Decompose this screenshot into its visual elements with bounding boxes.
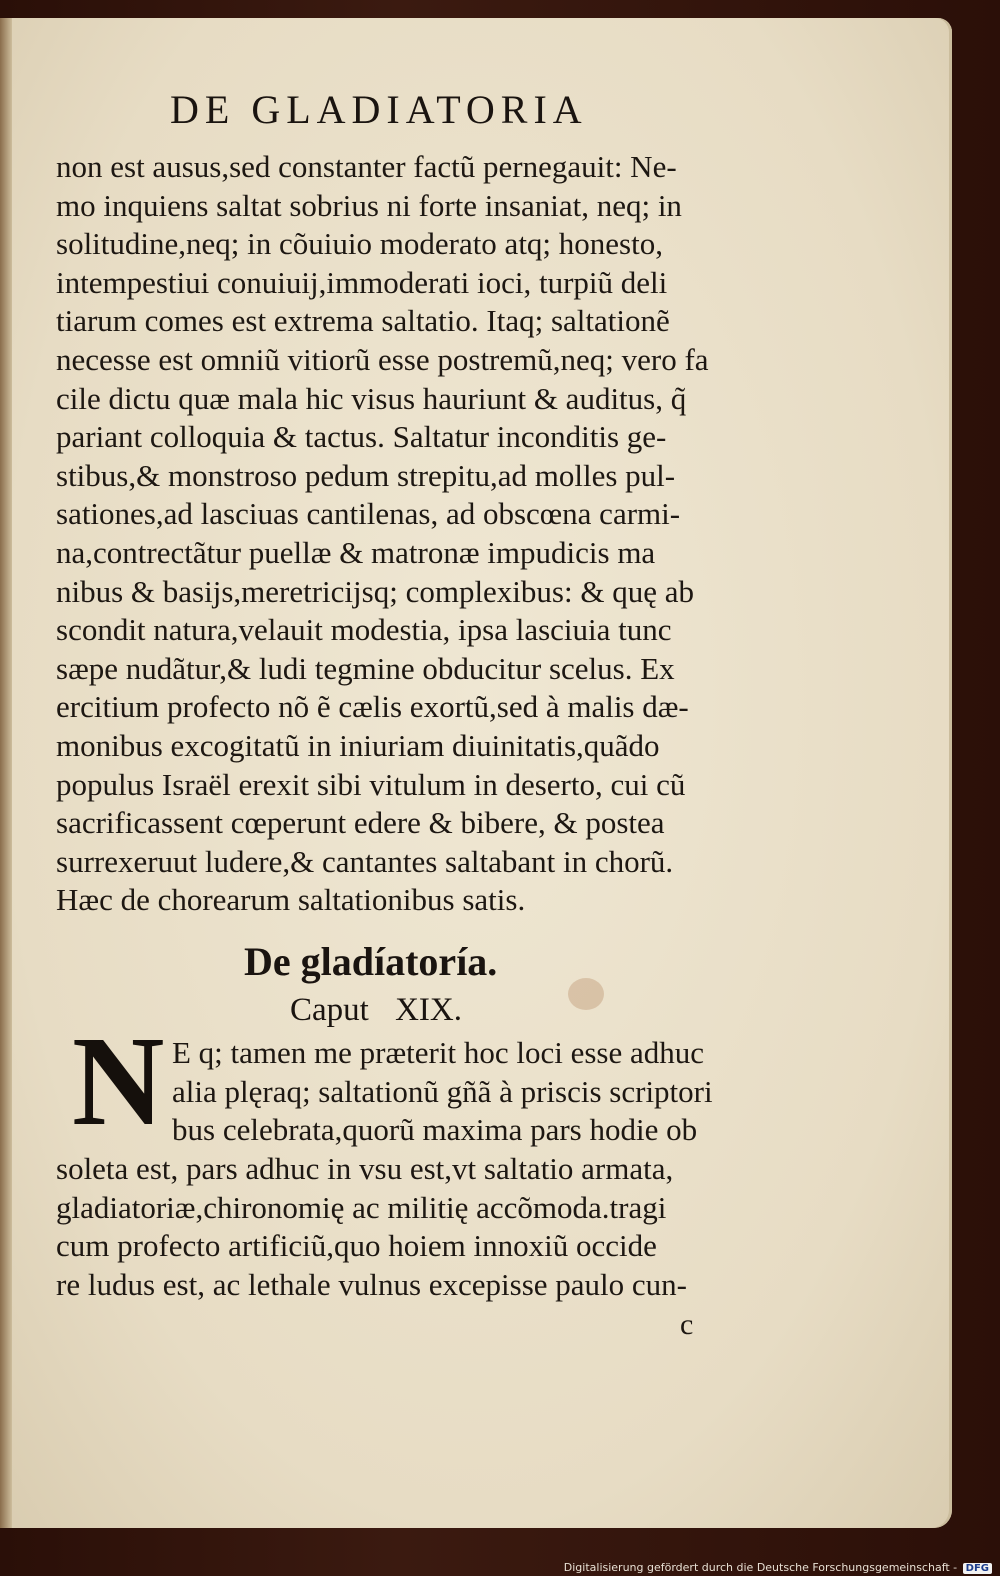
text-line: intempestiui conuiuij,immoderati ioci, turpiũ deli	[56, 264, 668, 300]
text-line: cum profecto artificiũ,quo hoiem innoxiũ occide	[56, 1228, 657, 1264]
text-line: tiarum comes est extrema saltatio. Itaq; saltationẽ	[56, 303, 670, 339]
text-line: sationes,ad lasciuas cantilenas, ad obscœna carmi-	[56, 496, 681, 532]
text-line: mo inquiens saltat sobrius ni forte insaniat, neq; in	[56, 187, 682, 223]
footer-text: Digitalisierung gefördert durch die Deutsche Forschungsgemeinschaft -	[563, 1561, 958, 1574]
text-line: solitudine,neq; in cõuiuio moderato atq; honesto,	[56, 226, 663, 262]
text-line: alia plęraq; saltationũ gñã à priscis scriptori	[172, 1073, 713, 1109]
text-line: soleta est, pars adhuc in vsu est,vt saltatio armata,	[56, 1151, 674, 1186]
text-line: cile dictu quæ mala hic visus hauriunt & auditus, q̃	[56, 380, 687, 416]
text-line: Hæc de chorearum saltationibus satis.	[56, 882, 526, 918]
page-edge	[0, 18, 12, 1528]
text-line: gladiatoriæ,chironomię ac militię accõmoda.tragi	[56, 1189, 667, 1225]
paper-stain	[568, 978, 604, 1010]
drop-cap-initial: N	[72, 1010, 165, 1152]
body-text-bottom	[56, 1150, 816, 1304]
text-line: E q; tamen me præterit hoc loci esse adhuc	[172, 1035, 704, 1070]
text-line: re ludus est, ac lethale vulnus excepisse paulo cun-	[56, 1266, 687, 1302]
text-line: non est ausus,sed constanter factũ pernegauit: Ne-	[56, 149, 677, 184]
text-line: scondit natura,velauit modestia, ipsa lasciuia tunc	[56, 612, 672, 648]
text-line: pariant colloquia & tactus. Saltatur inconditis ge-	[56, 419, 667, 455]
text-line: surrexeruut ludere,& cantantes saltabant in chorũ.	[56, 843, 674, 879]
text-line: nibus & basijs,meretricijsq; complexibus: & quę ab	[56, 573, 694, 609]
signature-mark: c	[680, 1308, 694, 1341]
digitization-footer	[564, 1561, 992, 1574]
text-line: necesse est omniũ vitiorũ esse postremũ,neq; vero fa	[56, 341, 709, 377]
text-line: na,contrectãtur puellæ & matronæ impudicis ma	[56, 534, 656, 570]
body-text-top	[56, 148, 816, 920]
text-line: bus celebrata,quorũ maxima pars hodie ob	[172, 1112, 698, 1148]
text-line: sacrificassent cœperunt edere & bibere, & postea	[56, 805, 665, 841]
body-text-indented	[172, 1034, 812, 1150]
dfg-logo: DFG	[963, 1563, 992, 1574]
text-line: monibus excogitatũ in iniuriam diuinitatis,quãdo	[56, 727, 660, 763]
section-heading: De gladíatoría.	[244, 939, 498, 984]
text-line: populus Israël erexit sibi vitulum in deserto, cui cũ	[56, 766, 686, 802]
text-line: sæpe nudãtur,& ludi tegmine obducitur scelus. Ex	[56, 650, 675, 686]
chapter-label: Caput XIX.	[290, 992, 462, 1028]
text-line: ercitium profecto nõ ẽ cælis exortũ,sed à malis dæ-	[56, 689, 689, 725]
running-head: DE GLADIATORIA	[170, 87, 588, 132]
text-line: stibus,& monstroso pedum strepitu,ad molles pul-	[56, 457, 676, 493]
